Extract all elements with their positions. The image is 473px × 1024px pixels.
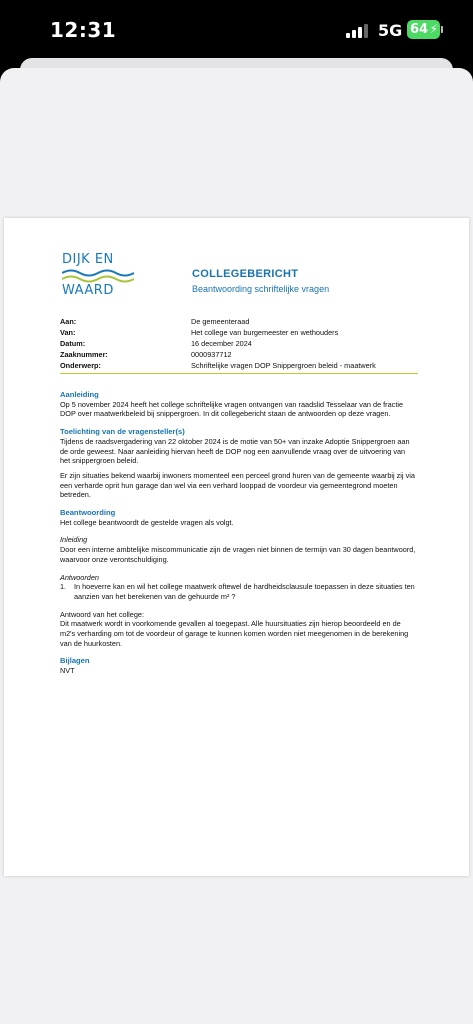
meta-row-zaaknummer: Zaaknummer: 0000937712	[60, 350, 232, 359]
heading-aanleiding: Aanleiding	[60, 390, 99, 399]
paragraph-toelichting-2: Er zijn situaties bekend waarbij inwoners momenteel een perceel grond huren van de gemeente waarbij zij via een verharde oprit hun garage dan wel via een verhard looppad de voordeur via gemeentegrond moeten betreden.	[60, 470, 415, 500]
status-bar	[0, 0, 473, 60]
document-body	[60, 390, 416, 676]
meta-row-aan: Aan: De gemeenteraad	[60, 317, 250, 326]
bijlagen-value: NVT	[60, 666, 75, 676]
dijk-en-waard-logo: DIJK EN WAARD	[62, 253, 134, 297]
network-type: 5G	[378, 21, 403, 40]
wave-icon	[62, 268, 134, 284]
paragraph-toelichting-1: Tijdens de raadsvergadering van 22 oktober 2024 is de motie van 50+ van inzake Adoptie Snippergroen aan de orde geweest. Naar aanleiding hiervan heeft de DOP nog een aanvullende vraag over de uitvoering van het snippergroen beleid.	[60, 436, 410, 466]
heading-beantwoording: Beantwoording	[60, 508, 116, 518]
meta-row-van: Van: Het college van burgemeester en wethouders	[60, 328, 339, 337]
meta-row-datum: Datum: 16 december 2024	[60, 339, 252, 348]
paragraph-aanleiding: Op 5 november 2024 heeft het college schriftelijke vragen ontvangen van raadslid Tesselaar van de fractie DOP over maatwerkbeleid bij snippergroen. In dit collegebericht staan de antwoorden op deze vragen.	[60, 399, 404, 419]
paragraph-inleiding: Door een interne ambtelijke miscommunicatie zijn de vragen niet binnen de termijn van 30 dagen beantwoord, waarvoor onze verontschuldiging.	[60, 545, 416, 564]
label-antwoorden: Antwoorden	[60, 572, 99, 582]
signal-icon	[346, 24, 372, 38]
battery-cap	[441, 26, 443, 33]
paragraph-answer: Dit maatwerk wordt in voorkomende gevallen al toegepast. Alle huursituaties zijn hierop beoordeeld en de m2's verharding om tot de voordeur of garage te kunnen komen worden niet meegenomen in de berekening van de huurkosten.	[60, 619, 409, 648]
document-title: COLLEGEBERICHT	[192, 268, 299, 280]
paragraph-beantwoording: Het college beantwoordt de gestelde vragen als volgt.	[60, 517, 234, 527]
document-subtitle: Beantwoording schriftelijke vragen	[192, 284, 330, 294]
meta-row-onderwerp: Onderwerp: Schriftelijke vragen DOP Snippergroen beleid - maatwerk	[60, 361, 376, 370]
charging-icon: ⚡	[429, 22, 438, 36]
metadata-table	[60, 316, 418, 374]
label-inleiding: Inleiding	[60, 535, 88, 545]
status-time: 12:31	[50, 18, 117, 42]
battery-level: 64	[410, 22, 429, 37]
question-number: 1.	[60, 582, 67, 592]
heading-bijlagen: Bijlagen	[60, 656, 90, 666]
divider	[60, 373, 418, 374]
label-answer: Antwoord van het college:	[60, 609, 144, 619]
question-item	[60, 582, 416, 601]
battery-icon	[407, 20, 440, 39]
document-page[interactable]	[4, 218, 469, 876]
question-text: In hoeverre kan en wil het college maatwerk oftewel de hardheidsclausule toepassen in deze situaties ten aanzien van het berekenen van de gehuurde m² ?	[74, 582, 415, 601]
heading-toelichting: Toelichting van de vragensteller(s)	[60, 427, 185, 437]
